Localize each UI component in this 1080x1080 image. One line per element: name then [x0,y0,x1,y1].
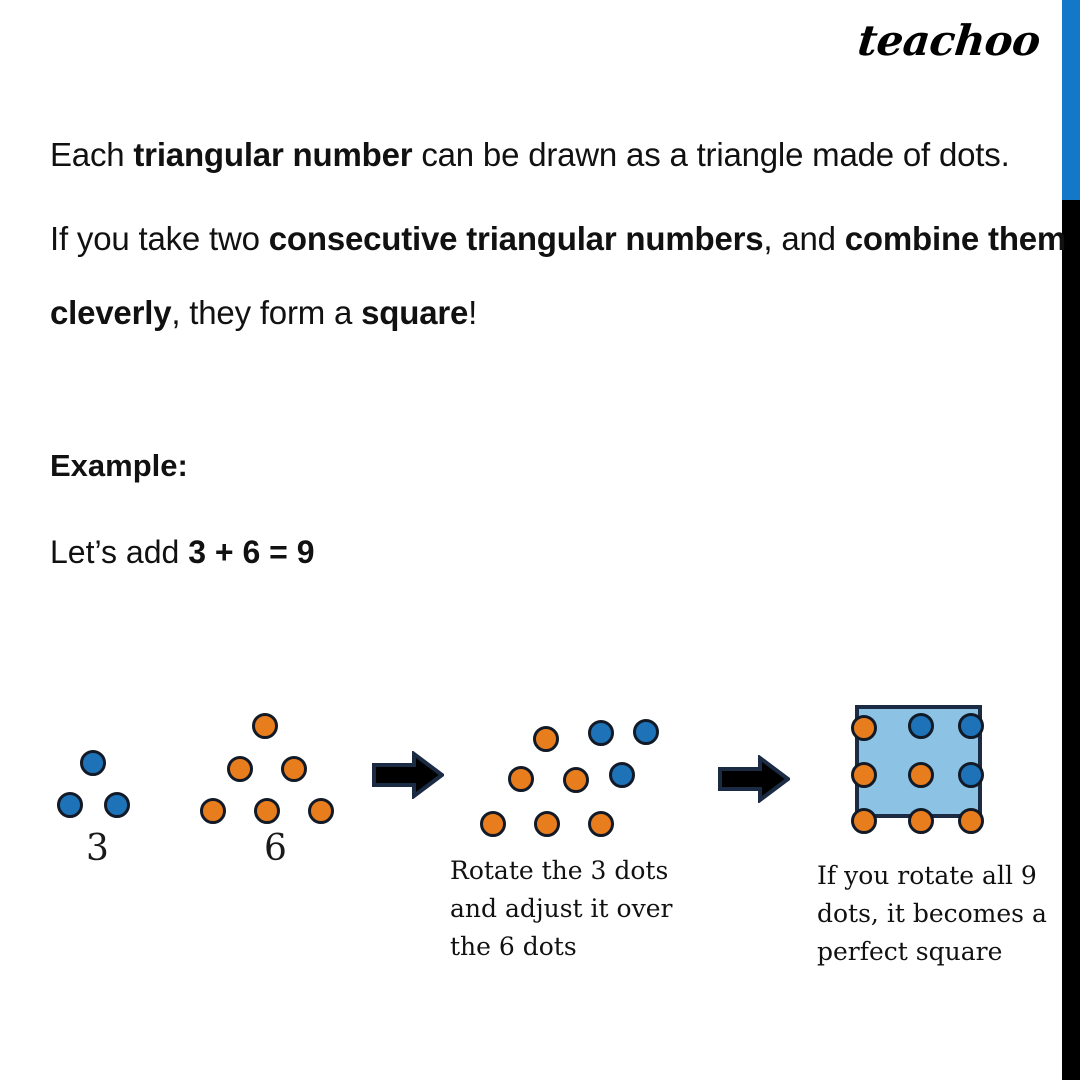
arrow-1 [372,751,444,804]
dot-blue [57,792,83,818]
paragraph-3-text-b: ! [468,294,478,331]
dot-orange [508,766,534,792]
dot-orange [480,811,506,837]
dot-blue [958,762,984,788]
paragraph-3-bold-b: square [361,294,469,331]
dot-orange [851,808,877,834]
accent-bar-blue-segment [1062,0,1080,200]
example-block [50,448,315,571]
paragraph-3-text-a: , they form a [171,294,362,331]
dot-orange [851,762,877,788]
paragraph-1-text-b: can be drawn as a triangle made of dots. [412,136,1010,173]
dot-blue [958,713,984,739]
paragraph-2-text-a: If you take two [50,220,269,257]
dot-orange [851,715,877,741]
example-sum-expression: 3 + 6 = 9 [188,534,315,570]
dot-orange [958,808,984,834]
dot-orange [588,811,614,837]
caption-rotate-3-dots: Rotate the 3 dots and adjust it over the 6 dots [450,856,673,961]
example-sum-line [50,534,315,571]
dot-orange [908,808,934,834]
paragraph-2-bold-b: combine them [844,220,1067,257]
paragraph-1-text-a: Each [50,136,134,173]
group-label-3: 3 [86,828,109,869]
dot-orange [227,756,253,782]
dot-blue [609,762,635,788]
dot-blue [588,720,614,746]
dot-blue [80,750,106,776]
dot-blue [633,719,659,745]
example-heading: Example: [50,448,188,483]
dot-orange [200,798,226,824]
body-copy [50,118,1067,350]
arrow-2 [718,755,790,808]
dot-orange [534,811,560,837]
group-label-6: 6 [264,828,287,869]
paragraph-2-bold-a: consecutive triangular numbers [268,220,764,257]
dot-blue [104,792,130,818]
paragraph-3-bold-a: cleverly [50,294,172,331]
dot-orange [908,762,934,788]
paragraph-1-bold-a: triangular number [133,136,413,173]
example-sum-prefix: Let’s add [50,534,189,570]
dot-orange [281,756,307,782]
caption-perfect-square: If you rotate all 9 dots, it becomes a perfect square [817,861,1047,966]
arrow-right-icon [718,755,790,803]
paragraph-3 [50,276,1062,350]
paragraph-2 [50,202,1067,276]
arrow-right-icon [372,751,444,799]
dot-orange [254,798,280,824]
paragraph-1 [50,118,1062,192]
dot-orange [252,713,278,739]
dot-diagram [0,620,1080,1020]
dot-orange [308,798,334,824]
paragraph-2-text-b: , and [763,220,845,257]
dot-blue [908,713,934,739]
dot-orange [563,767,589,793]
teachoo-logo: teachoo [855,16,1043,65]
dot-orange [533,726,559,752]
